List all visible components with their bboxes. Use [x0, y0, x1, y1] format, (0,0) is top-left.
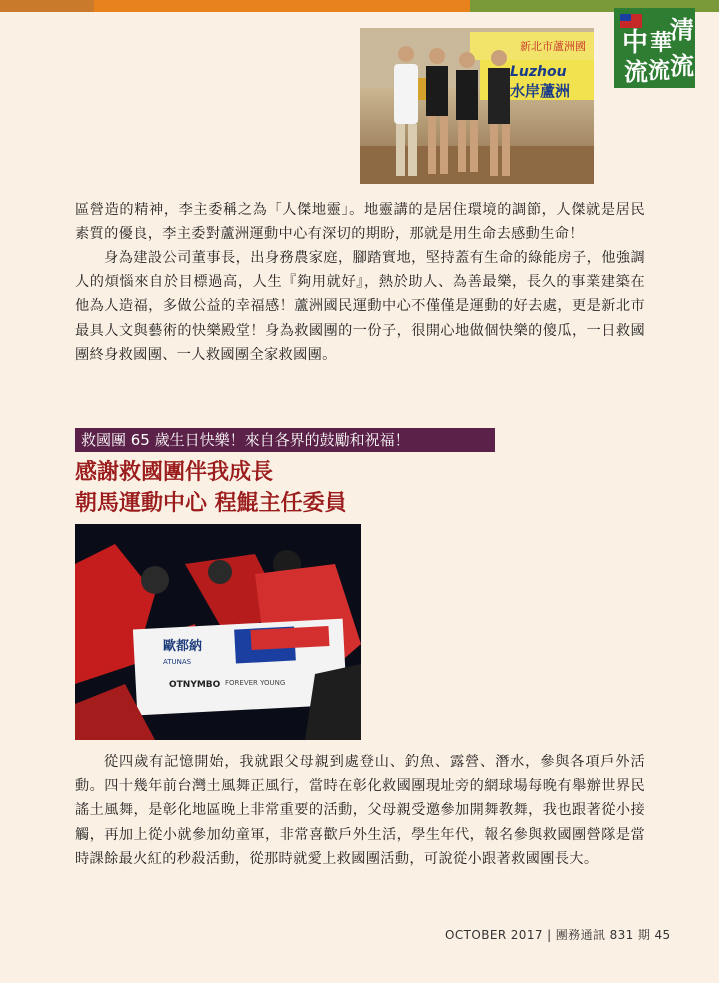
magazine-logo — [614, 8, 695, 88]
logo-char: 流 — [648, 58, 671, 84]
banner-cn2-text: 水岸蘆洲 — [510, 82, 571, 100]
section-headline: 感謝救國團伴我成長 — [75, 459, 274, 485]
section-subheadline: 朝馬運動中心 程鯤主任委員 — [75, 490, 347, 516]
color-bar-segment — [0, 0, 94, 12]
top-color-bar — [0, 0, 719, 12]
banner-cn-text: 新北市蘆洲國 — [520, 40, 586, 53]
award-ceremony-illustration — [360, 28, 594, 184]
logo-char: 華 — [650, 30, 673, 56]
banner-en-text: Luzhou — [510, 64, 567, 80]
article2-paragraph: 從四歲有記憶開始，我就跟父母親到處登山、釣魚、露營、潛水，參與各項戶外活動。四十幾年前台灣土風舞正風行，當時在彰化救國團現址旁的網球場每晚有舉辦世界民謠土風舞，是彰化地區晚上非常重要的活動，父母親受邀參加開舞教舞，我也跟著從小接觸，再加上從小就參加幼童軍，非常喜歡戶外生活，學生年代，報名參與救國團營隊是當時課餘最火紅的秒殺活動，從那時就愛上救國團活動，可說從小跟著救國團長大。 — [75, 754, 645, 867]
flag-brand-text: 歐都納 — [163, 639, 203, 654]
sponsor-text: FOREVER YOUNG — [225, 679, 286, 687]
logo-char: 流 — [624, 57, 648, 86]
article1-paragraph: 區營造的精神，李主委稱之為「人傑地靈」。地靈講的是居住環境的調節，人傑就是居民素質的優良，李主委對蘆洲運動中心有深切的期盼，那就是用生命去感動生命！ — [75, 202, 645, 243]
color-bar-segment — [94, 0, 470, 12]
award-ceremony-photo — [360, 28, 594, 184]
page-footer: OCTOBER 2017 | 團務通訊 831 期 45 — [445, 928, 671, 942]
mountaineers-summit-photo — [75, 524, 361, 740]
logo-char: 中 — [622, 28, 649, 58]
flag-brand-sub: ATUNAS — [163, 658, 192, 666]
section-banner: 救國團 65 歲生日快樂！來自各界的鼓勵和祝福！ — [75, 428, 495, 452]
article1-paragraph: 身為建設公司董事長，出身務農家庭，腳踏實地，堅持蓋有生命的綠能房子，他強調人的煩惱來自於目標過高，人生『夠用就好』，熱於助人、為善最樂，長久的事業建築在他為人造福，多做公益的幸福感！蘆洲國民運動中心不僅僅是運動的好去處，更是新北市最具人文與藝術的快樂殿堂！身為救國團的一份子，很開心地做個快樂的傻瓜，一日救國團終身救國團、一人救國團全家救國團。 — [75, 250, 645, 363]
logo-char: 流 — [670, 51, 694, 80]
logo-char: 清 — [670, 15, 694, 44]
flag-icon — [620, 14, 642, 28]
sponsor-text: OTNYMBO — [169, 680, 221, 690]
mountaineers-illustration — [75, 524, 361, 740]
